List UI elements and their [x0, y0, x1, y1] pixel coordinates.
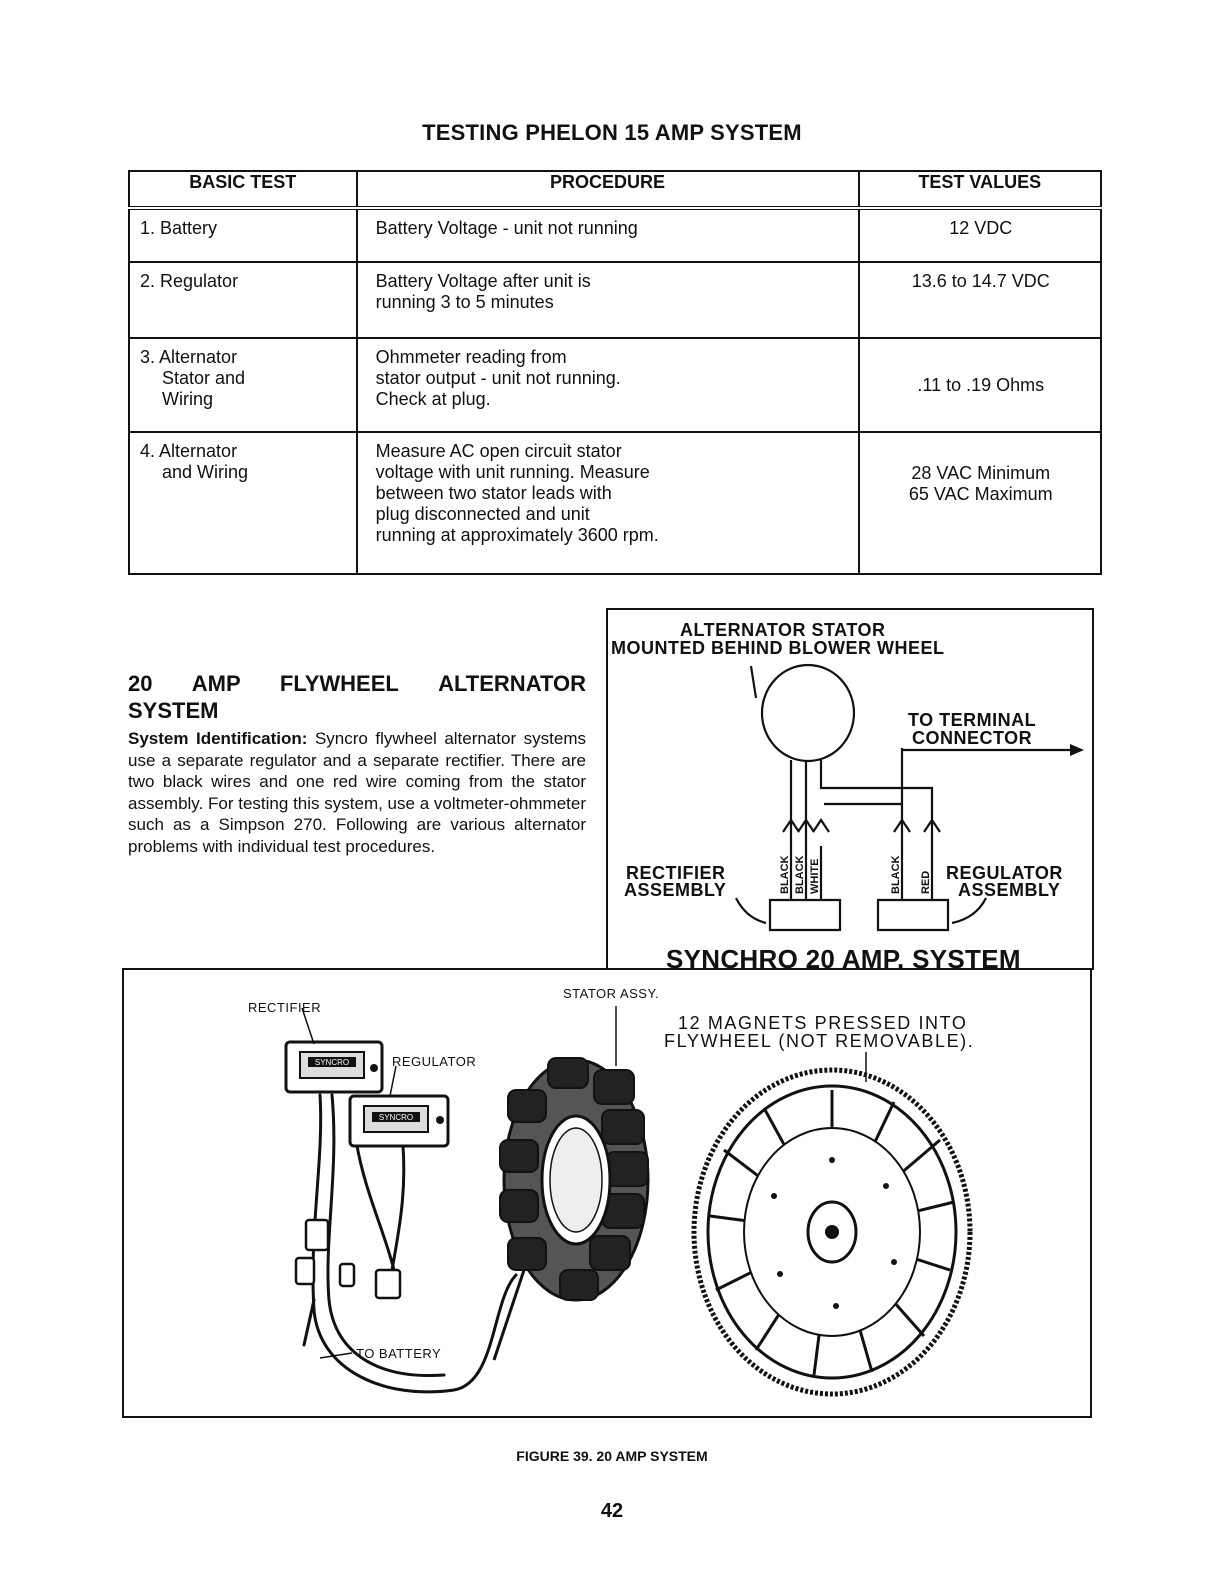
magnets-label-line-1: 12 MAGNETS PRESSED INTO [678, 1013, 968, 1033]
test-value-cell [859, 432, 1101, 574]
section-heading [128, 670, 586, 724]
rectifier-module [286, 1042, 382, 1092]
heading-word: FLYWHEEL [279, 671, 399, 696]
wire-label-red: RED [920, 870, 932, 894]
cell-line: between two stator leads with [375, 483, 612, 503]
test-value-cell [859, 338, 1101, 432]
terminal-label-line-2: CONNECTOR [912, 728, 1033, 748]
regulator-box [878, 900, 948, 930]
rectifier-box [770, 900, 840, 930]
cell-line: Ohmmeter reading from [375, 347, 567, 367]
cell-line: Measure AC open circuit stator [375, 441, 622, 461]
table-header-row [129, 171, 1101, 208]
cell-line: 13.6 to 14.7 VDC [911, 271, 1050, 291]
test-value-cell [859, 262, 1101, 338]
cell-line: plug disconnected and unit [375, 504, 590, 524]
basic-test-cell [129, 262, 357, 338]
basic-test-cell [129, 432, 357, 574]
heading-word: ALTERNATOR [438, 671, 586, 696]
cell-line: running at approximately 3600 rpm. [375, 525, 659, 545]
page-title: TESTING PHELON 15 AMP SYSTEM [422, 120, 802, 145]
wire-label-black-2: BLACK [794, 855, 806, 894]
rectifier-pointer-line [736, 898, 766, 923]
rectifier-label-line-2: ASSEMBLY [624, 880, 727, 900]
cell-line: .11 to .19 Ohms [917, 374, 1045, 395]
wire-label-white: WHITE [809, 858, 821, 894]
section-body [128, 728, 586, 857]
figure-caption: FIGURE 39. 20 AMP SYSTEM [516, 1448, 708, 1464]
rectifier-part-label: RECTIFIER [248, 1000, 322, 1015]
stator-assembly [500, 1058, 648, 1300]
regulator-part-label: REGULATOR [392, 1054, 477, 1069]
wire-label-black-3: BLACK [890, 855, 902, 894]
table-row [129, 262, 1101, 338]
procedure-cell [357, 262, 859, 338]
basic-test-cell [129, 208, 357, 262]
cell-line: 65 VAC Maximum [908, 484, 1053, 504]
column-header-test-values: TEST VALUES [859, 171, 1101, 208]
table-row [129, 338, 1101, 432]
regulator-label-line-2: ASSEMBLY [958, 880, 1061, 900]
cell-line: Stator and [162, 368, 246, 388]
table-row [129, 432, 1101, 574]
stator-circle [762, 665, 854, 761]
regulator-module [350, 1096, 448, 1146]
column-header-procedure: PROCEDURE [357, 171, 859, 208]
test-table [128, 170, 1102, 575]
cell-line: 3. Alternator [140, 347, 238, 367]
wire-label-black-1: BLACK [779, 855, 791, 894]
heading-word: 20 [128, 671, 153, 696]
regulator-brand-text: SYNCRO [378, 1113, 414, 1122]
terminal-label-line-1: TO TERMINAL [908, 710, 1037, 730]
cell-line: and Wiring [162, 462, 249, 482]
regulator-label-line-1: REGULATOR [946, 863, 1063, 883]
cell-line: Battery Voltage - unit not running [375, 218, 638, 238]
cell-line: Battery Voltage after unit is [375, 271, 591, 291]
cell-line: 12 VDC [949, 218, 1013, 238]
section-body-text: Syncro flywheel alternator systems use a separate regulator and a separate rectifier. There are two black wires and one red wire coming from the stator assembly. For testing this system, use a voltmeter-ohmmeter such as a Simpson 270. Following are various alternator problems with individual test procedures. [128, 729, 587, 856]
cell-line: 28 VAC Minimum [911, 463, 1051, 483]
basic-test-cell [129, 338, 357, 432]
connector-4 [376, 1270, 400, 1298]
page-number: 42 [600, 1500, 624, 1522]
cell-line: Check at plug. [375, 389, 491, 409]
cell-line: 4. Alternator [140, 441, 238, 461]
cable-4 [389, 1135, 404, 1290]
procedure-cell [357, 338, 859, 432]
cell-line: 2. Regulator [140, 271, 239, 291]
terminal-arrowhead [1070, 744, 1084, 756]
connector-3 [340, 1264, 354, 1286]
cable-3 [356, 1140, 394, 1270]
stator-label-line-2: MOUNTED BEHIND BLOWER WHEEL [611, 638, 945, 658]
regulator-pointer-line [952, 898, 986, 923]
battery-label: TO BATTERY [356, 1346, 442, 1361]
procedure-cell [357, 208, 859, 262]
procedure-cell [357, 432, 859, 574]
cell-line: voltage with unit running. Measure [375, 462, 650, 482]
flywheel [694, 1070, 970, 1394]
heading-word: AMP [191, 671, 241, 696]
regulator-pointer [390, 1066, 396, 1096]
stator-label-line-1: ALTERNATOR STATOR [680, 620, 886, 640]
section-heading-line-2: SYSTEM [128, 698, 219, 723]
test-value-cell [859, 208, 1101, 262]
column-header-basic-test: BASIC TEST [129, 171, 357, 208]
cell-line: 1. Battery [140, 218, 218, 238]
cell-line: stator output - unit not running. [375, 368, 621, 388]
rectifier-label-line-1: RECTIFIER [626, 863, 726, 883]
connector-1 [306, 1220, 328, 1250]
section-lead: System Identification: [128, 729, 308, 748]
table-row [129, 208, 1101, 262]
diagram-caption: SYNCHRO 20 AMP. SYSTEM [666, 944, 1021, 974]
stator-part-label: STATOR ASSY. [563, 986, 660, 1001]
section-heading-line-1 [128, 670, 586, 697]
cell-line: running 3 to 5 minutes [375, 292, 554, 312]
rectifier-brand-text: SYNCRO [314, 1058, 350, 1067]
stator-pointer-line [751, 666, 756, 698]
magnets-label-line-2: FLYWHEEL (NOT REMOVABLE). [664, 1031, 975, 1051]
cable-5 [304, 1300, 314, 1345]
cell-line: Wiring [162, 389, 214, 409]
connector-2 [296, 1258, 314, 1284]
